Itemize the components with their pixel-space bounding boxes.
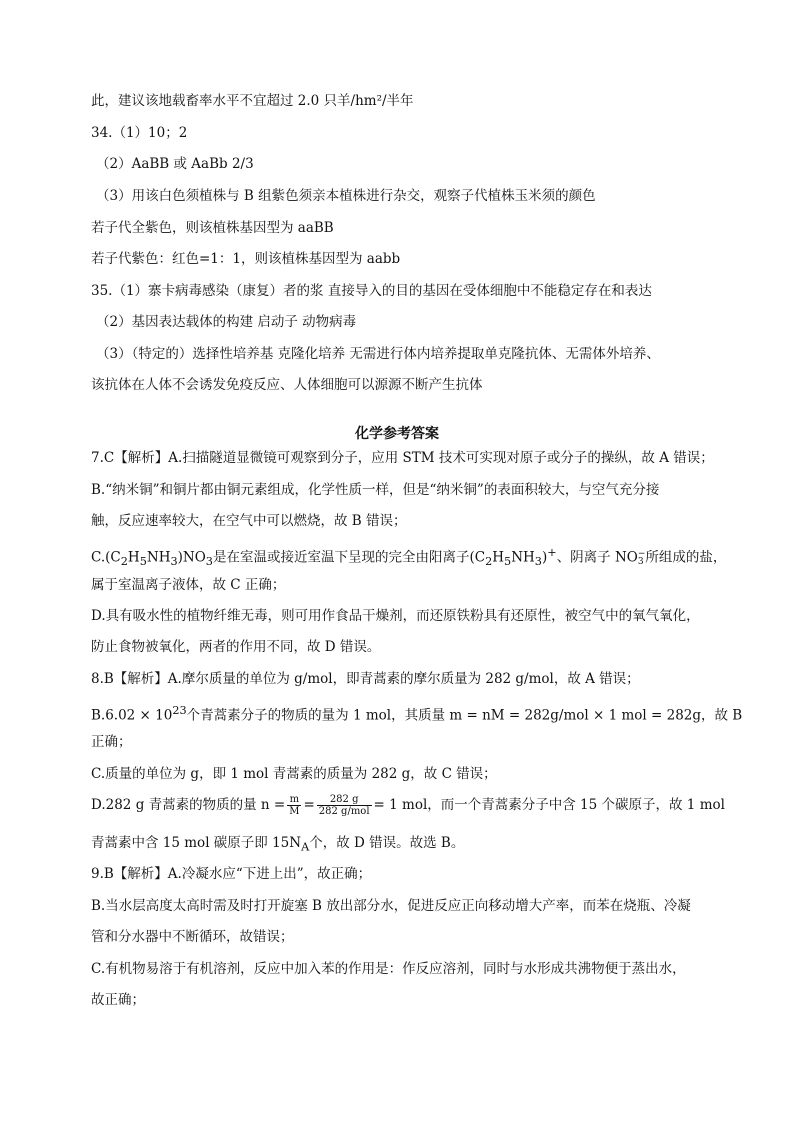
q9-line-3: 管和分水器中不断循环，故错误；	[91, 929, 294, 945]
q7-line-4	[91, 544, 726, 571]
q35-heading: 35.（1）寨卡病毒感染（康复）者的浆 直接导入的目的基因在受体细胞中不能稳定存在和表达	[91, 283, 652, 299]
q8-line-3: 正确；	[91, 734, 132, 750]
q7-formula-part: )NO	[177, 549, 206, 566]
q7-line-1: 7.C【解析】A.扫描隧道显微镜可观察到分子，应用 STM 技术可实现对原子或分子的操纵，故 A 错误；	[91, 450, 714, 466]
q35-part3: （3）（特定的）选择性培养基 克隆化培养 无需进行体内培养提取单克隆抗体、无需体外培养、	[96, 346, 660, 362]
subscript: 3	[637, 557, 644, 567]
q35-part3-cont: 该抗体在人体不会诱发免疫反应、人体细胞可以源源不断产生抗体	[91, 377, 483, 393]
equals-sign: =	[303, 797, 315, 813]
q7-text-part: 、阴离子 NO	[556, 549, 638, 566]
q8-line-2	[91, 702, 742, 725]
subscript: 2	[485, 555, 493, 569]
q8-text-part: 个青蒿素分子的物质的量为 1 mol，其质量 m = nM = 282g/mol × 1 mol = 282g，故 B	[186, 707, 743, 724]
q8-line-5	[91, 794, 725, 817]
q7-line-5: 属于室温离子液体，故 C 正确；	[91, 577, 286, 593]
q8-text-part: D.282 g 青蒿素的物质的量 n =	[91, 797, 286, 813]
q7-formula-part: NH	[146, 549, 171, 566]
subscript: 3	[534, 555, 542, 569]
fraction-denominator: 282 g/mol	[318, 806, 370, 817]
subscript: 5	[139, 555, 147, 569]
superscript: +	[547, 546, 557, 559]
q34-heading: 34.（1）10；2	[91, 125, 188, 141]
superscript: −	[637, 549, 646, 559]
q8-text-part: 个，故 D 错误。故选 B。	[309, 835, 465, 851]
q9-line-5: 故正确；	[91, 992, 145, 1008]
fraction-numerator: m	[287, 794, 301, 806]
q8-line-6	[91, 834, 464, 857]
q7-formula-part: H	[492, 549, 505, 566]
bio-carry-line: 此，建议该地载畜率水平不宜超过 2.0 只羊/hm²/半年	[91, 93, 414, 109]
q34-part3-case2: 若子代紫色：红色=1：1，则该植株基因型为 aabb	[91, 251, 401, 267]
exponent: 23	[172, 704, 187, 717]
q7-line-3: 触，反应速率较大，在空气中可以燃烧，故 B 错误；	[91, 513, 407, 529]
q8-line-1: 8.B【解析】A.摩尔质量的单位为 g/mol，即青蒿素的摩尔质量为 282 g/mol，故 A 错误；	[91, 671, 640, 687]
q7-text-part: 是在室温或接近室温下呈现的完全由阳离子(C	[212, 549, 486, 566]
q7-line-6: D.具有吸水性的植物纤维无毒，则可用作食品干燥剂，而还原铁粉具有还原性，被空气中的氧气氧化，	[91, 608, 700, 624]
q7-line-7: 防止食物被氧化，两者的作用不同，故 D 错误。	[91, 639, 381, 655]
q8-text-part: B.6.02 × 10	[91, 707, 173, 724]
q7-text-part: 所组成的盐，	[645, 549, 727, 566]
q7-formula-part: C.(C	[91, 549, 121, 566]
q7-formula-part: )	[541, 549, 548, 566]
q8-line-4: C.质量的单位为 g，即 1 mol 青蒿素的质量为 282 g，故 C 错误；	[91, 766, 497, 782]
q34-part3-case1: 若子代全紫色，则该植株基因型为 aaBB	[91, 220, 334, 236]
subscript: 5	[504, 555, 512, 569]
q35-part2: （2）基因表达载体的构建 启动子 动物病毒	[96, 314, 357, 330]
fraction-numerator: 282 g	[317, 794, 372, 806]
fraction-denominator: M	[289, 806, 300, 817]
fraction-mass-over-molar	[317, 794, 372, 817]
subscript: 2	[120, 555, 128, 569]
q9-line-4: C.有机物易溶于有机溶剂，反应中加入苯的作用是：作反应溶剂，同时与水形成共沸物便于蒸出水，	[91, 961, 686, 977]
q34-part2: （2）AaBB 或 AaBb 2/3	[96, 156, 254, 172]
q9-line-2: B.当水层高度太高时需及时打开旋塞 B 放出部分水，促进反应正向移动增大产率，而苯在烧瓶、冷凝	[91, 898, 691, 914]
chem-section-title: 化学参考答案	[355, 426, 439, 442]
subscript: 3	[170, 555, 178, 569]
q8-text-part: = 1 mol，而一个青蒿素分子中含 15 个碳原子，故 1 mol	[373, 797, 725, 813]
subscript: A	[301, 840, 310, 854]
q34-part3: （3）用该白色须植株与 B 组紫色须亲本植株进行杂交，观察子代植株玉米须的颜色	[96, 188, 596, 204]
q8-text-part: 青蒿素中含 15 mol 碳原子即 15N	[91, 835, 302, 851]
q7-formula-part: H	[127, 549, 140, 566]
q9-line-1: 9.B【解析】A.冷凝水应“下进上出”，故正确；	[91, 866, 372, 882]
q7-formula-part: NH	[511, 549, 535, 566]
q7-line-2: B.“纳米铜”和铜片都由铜元素组成，化学性质一样，但是“纳米铜”的表面积较大，与空气充分接	[91, 482, 660, 498]
subscript: 3	[205, 555, 213, 569]
fraction-m-over-M	[287, 794, 301, 817]
